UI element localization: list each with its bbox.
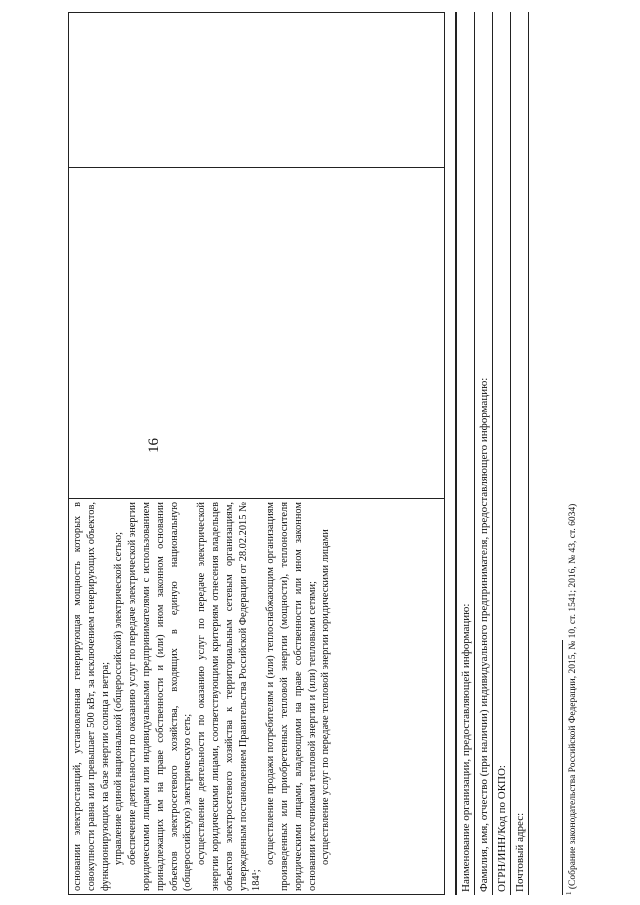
table-paragraph: осуществление услуг по передаче тепловой энергии юридическими лицами	[320, 529, 332, 865]
ogrn-label: ОГРН/ИНН/Код по ОКПО:	[496, 765, 508, 892]
footnote	[565, 504, 578, 895]
person-name-line	[475, 12, 493, 895]
activity-table	[68, 12, 445, 895]
org-name-label: Наименование организации, предоставляющей информацию:	[460, 603, 472, 892]
organization-info-block	[455, 12, 529, 895]
page-number: 16	[146, 438, 162, 453]
empty-table-column	[69, 167, 444, 498]
table-paragraph: осуществление продажи потребителям и (или) теплоснабжающим организациям произведенных или приобретенных тепловой энергии (мощности), теплоносителя юридическими лицами, владеющими на праве собственности или ином законном основании источниками тепловой энергии и (или) тепловыми сетями;	[265, 502, 318, 891]
address-line	[511, 12, 529, 895]
ogrn-line	[493, 12, 511, 895]
table-paragraph: основании электростанций, установленная генерирующая мощность которых в совокупности равна или превышает 500 кВт, за исключением генерирующих объектов, функционирующих на базе энергии солнца и ветра;	[72, 502, 111, 891]
empty-table-column	[69, 13, 444, 167]
table-paragraph: управление единой национальной (общероссийской) электрической сетью;	[113, 531, 125, 865]
table-paragraph: осуществление деятельности по оказанию услуг по передаче электрической энергии юридическими лицами, соответствующими критериям отнесения владельцев объектов электросетевого хозяйства к территориальным сетевым организациям, утвержденным постановлением Правительства Российской Федерации от 28.02.2015 № 184¹;	[196, 502, 263, 891]
org-name-line	[455, 12, 475, 895]
footnote-divider	[562, 640, 563, 895]
person-name-label: Фамилия, имя, отчество (при наличии) индивидуального предпринимателя, предоставляющего информацию:	[478, 377, 490, 892]
footnote-mark: 1	[565, 891, 573, 895]
table-paragraph: обеспечение деятельности по оказанию услуг по передаче электрической энергии юридическими лицами или индивидуальными предпринимателями с использованием принадлежащих им на праве собственности и (или) ином законном основании объектов электросетевого хозяйства, входящих в единую национальную (общероссийскую) электрическую сеть;	[127, 502, 194, 891]
activity-description-column	[69, 498, 444, 894]
footnote-text: (Собрание законодательства Российской Федерации, 2015, № 10, ст. 1541; 2016, № 43, ст. 6034)	[568, 503, 579, 890]
address-label: Почтовый адрес:	[514, 812, 526, 892]
